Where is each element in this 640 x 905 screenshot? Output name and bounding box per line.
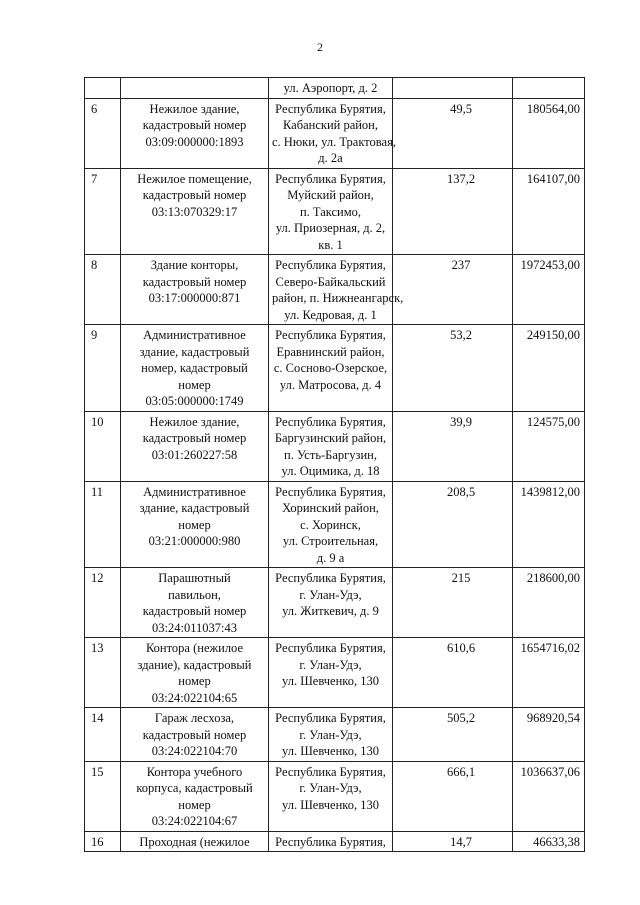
address-line: Республика Бурятия, (275, 641, 386, 655)
name-line: кадастровый номер (142, 431, 247, 445)
address-line: п. Усть-Баргузин, (284, 447, 377, 462)
address-line: кв. 1 (318, 237, 343, 252)
cost-cell: 164107,00 (513, 168, 585, 255)
address-line: ул. Шевченко, 130 (282, 797, 379, 812)
table-row (85, 831, 585, 852)
area-cell: 505,2 (393, 708, 513, 762)
row-number-cell: 13 (85, 638, 121, 708)
name-line: Нежилое здание, (149, 414, 240, 429)
area-cell: 137,2 (393, 168, 513, 255)
name-line: 03:13:070329:17 (151, 204, 238, 219)
property-table (84, 77, 585, 852)
address-cell (269, 98, 396, 168)
cost-cell: 124575,00 (513, 411, 585, 481)
name-line: Административное (143, 484, 246, 499)
object-name-cell (121, 98, 269, 168)
address-cell (269, 708, 393, 762)
address-line: Республика Бурятия, (275, 571, 386, 585)
name-line: номер (178, 674, 211, 688)
address-cell (269, 831, 393, 852)
name-line: 03:21:000000:980 (148, 534, 241, 548)
name-line: номер (178, 377, 211, 392)
address-line: Республика Бурятия, (275, 258, 386, 272)
table-row (85, 255, 585, 325)
address-line: ул. Аэропорт, д. 2 (283, 81, 378, 95)
row-number-cell: 15 (85, 761, 121, 831)
name-line: Административное (143, 328, 246, 342)
object-name-cell (121, 255, 269, 325)
name-line: 03:24:011037:43 (152, 620, 237, 635)
name-line: номер (178, 797, 211, 812)
table-row (85, 98, 585, 168)
table-row (85, 325, 585, 412)
address-line: г. Улан-Удэ, (299, 657, 362, 672)
row-number-cell: 12 (85, 568, 121, 638)
address-cell (269, 481, 393, 568)
address-line: Республика Бурятия, (275, 484, 386, 499)
name-line: 03:24:022104:70 (151, 744, 238, 758)
address-line: ул. Шевченко, 130 (282, 674, 379, 688)
name-line: номер, кадастровый (141, 361, 248, 375)
object-name-cell (121, 708, 269, 762)
address-line: Республика Бурятия, (275, 414, 386, 429)
address-line: Хоринский район, (282, 501, 379, 515)
object-name-cell (121, 761, 269, 831)
address-cell (269, 638, 393, 708)
name-line: кадастровый номер (142, 188, 247, 202)
name-line: павильон, (168, 587, 221, 602)
name-line: здание, кадастровый (139, 501, 250, 515)
name-line: Нежилое здание, (149, 101, 240, 116)
row-number-cell: 10 (85, 411, 121, 481)
name-line: 03:09:000000:1893 (145, 134, 244, 149)
cost-cell: 46633,38 (513, 831, 585, 852)
object-name-cell (121, 481, 269, 568)
address-line: Республика Бурятия, (275, 171, 386, 186)
address-line: ул. Житкевич, д. 9 (282, 604, 379, 618)
address-line: д. 2а (318, 151, 343, 165)
address-line: ул. Кедровая, д. 1 (284, 307, 377, 322)
name-line: кадастровый номер (142, 118, 247, 132)
name-line: здание), кадастровый (137, 657, 252, 672)
name-line: здание, кадастровый (139, 344, 250, 359)
address-line: п. Таксимо, (299, 204, 362, 219)
address-cell (269, 168, 393, 255)
area-cell: 237 (393, 255, 513, 325)
address-line: Республика Бурятия, (275, 328, 386, 342)
address-line: Кабанский район, (283, 118, 378, 132)
cost-cell: 1972453,00 (513, 255, 585, 325)
area-cell: 53,2 (393, 325, 513, 412)
address-line: г. Улан-Удэ, (299, 587, 362, 602)
address-line: ул. Оцимика, д. 18 (281, 464, 380, 478)
address-line: Республика Бурятия, (275, 834, 386, 849)
row-number-cell: 6 (85, 98, 121, 168)
address-cell (269, 568, 393, 638)
row-number-cell (85, 78, 121, 99)
address-line: ул. Шевченко, 130 (282, 744, 379, 758)
name-line: 03:05:000000:1749 (145, 394, 244, 408)
page-number: 2 (317, 40, 323, 54)
address-line: Республика Бурятия, (275, 711, 386, 725)
address-line: ул. Приозерная, д. 2, (275, 221, 386, 235)
address-line: с. Сосново-Озерское, (273, 361, 388, 375)
object-name-cell (121, 78, 269, 99)
cost-cell: 218600,00 (513, 568, 585, 638)
table-body (85, 78, 585, 852)
name-line: номер (178, 517, 211, 532)
table-row (85, 78, 585, 99)
row-number-cell: 16 (85, 831, 121, 852)
row-number-cell: 9 (85, 325, 121, 412)
table-row (85, 638, 585, 708)
address-line: район, п. Нижнеангарск, (272, 291, 404, 305)
address-line: г. Улан-Удэ, (299, 781, 362, 795)
cost-cell: 1036637,06 (513, 761, 585, 831)
area-cell: 666,1 (393, 761, 513, 831)
area-cell (393, 78, 513, 99)
name-line: Гараж лесхоза, (154, 711, 235, 725)
area-cell: 208,5 (393, 481, 513, 568)
table-row (85, 761, 585, 831)
area-cell: 610,6 (393, 638, 513, 708)
address-line: ул. Матросова, д. 4 (279, 377, 382, 392)
table-row (85, 481, 585, 568)
row-number-cell: 7 (85, 168, 121, 255)
table-row (85, 168, 585, 255)
cost-cell (513, 78, 585, 99)
object-name-cell (121, 325, 269, 412)
name-line: кадастровый номер (142, 604, 247, 618)
address-cell (269, 78, 393, 99)
address-line: Еравнинский район, (276, 344, 385, 359)
cost-cell: 968920,54 (513, 708, 585, 762)
address-cell (269, 411, 393, 481)
name-line: 03:17:000000:871 (148, 291, 241, 305)
cost-cell: 1654716,02 (513, 638, 585, 708)
address-line: Республика Бурятия, (275, 764, 386, 779)
name-line: Нежилое помещение, (137, 171, 252, 186)
object-name-cell (121, 168, 269, 255)
address-cell (269, 325, 393, 412)
cost-cell: 249150,00 (513, 325, 585, 412)
table-row (85, 568, 585, 638)
address-line: Северо-Байкальский (275, 274, 386, 289)
object-name-cell (121, 568, 269, 638)
row-number-cell: 8 (85, 255, 121, 325)
cost-cell: 180564,00 (513, 98, 585, 168)
address-line: Муйский район, (287, 188, 374, 202)
name-line: Контора учебного (146, 764, 243, 779)
name-line: 03:01:260227:58 (151, 447, 238, 462)
row-number-cell: 11 (85, 481, 121, 568)
area-cell: 49,5 (393, 98, 513, 168)
object-name-cell (121, 638, 269, 708)
name-line: Проходная (нежилое (139, 834, 250, 849)
address-line: Республика Бурятия, (275, 101, 386, 116)
address-line: д. 9 а (316, 550, 345, 565)
area-cell: 39,9 (393, 411, 513, 481)
name-line: 03:24:022104:65 (151, 690, 238, 705)
address-line: Баргузинский район, (274, 431, 387, 445)
name-line: 03:24:022104:67 (151, 814, 238, 828)
address-line: г. Улан-Удэ, (299, 727, 362, 742)
object-name-cell (121, 831, 269, 852)
name-line: Контора (нежилое (145, 641, 244, 655)
name-line: Здание конторы, (150, 258, 239, 272)
table-row (85, 411, 585, 481)
name-line: корпуса, кадастровый (136, 781, 253, 795)
area-cell: 14,7 (393, 831, 513, 852)
address-line: с. Нюки, ул. Трактовая, (272, 134, 396, 149)
name-line: Парашютный (158, 571, 231, 585)
address-cell (269, 761, 393, 831)
cost-cell: 1439812,00 (513, 481, 585, 568)
address-cell (269, 255, 404, 325)
address-line: ул. Строительная, (282, 534, 379, 548)
object-name-cell (121, 411, 269, 481)
area-cell: 215 (393, 568, 513, 638)
address-line: с. Хоринск, (300, 517, 361, 532)
name-line: кадастровый номер (142, 727, 247, 742)
table-row (85, 708, 585, 762)
name-line: кадастровый номер (142, 274, 247, 289)
row-number-cell: 14 (85, 708, 121, 762)
